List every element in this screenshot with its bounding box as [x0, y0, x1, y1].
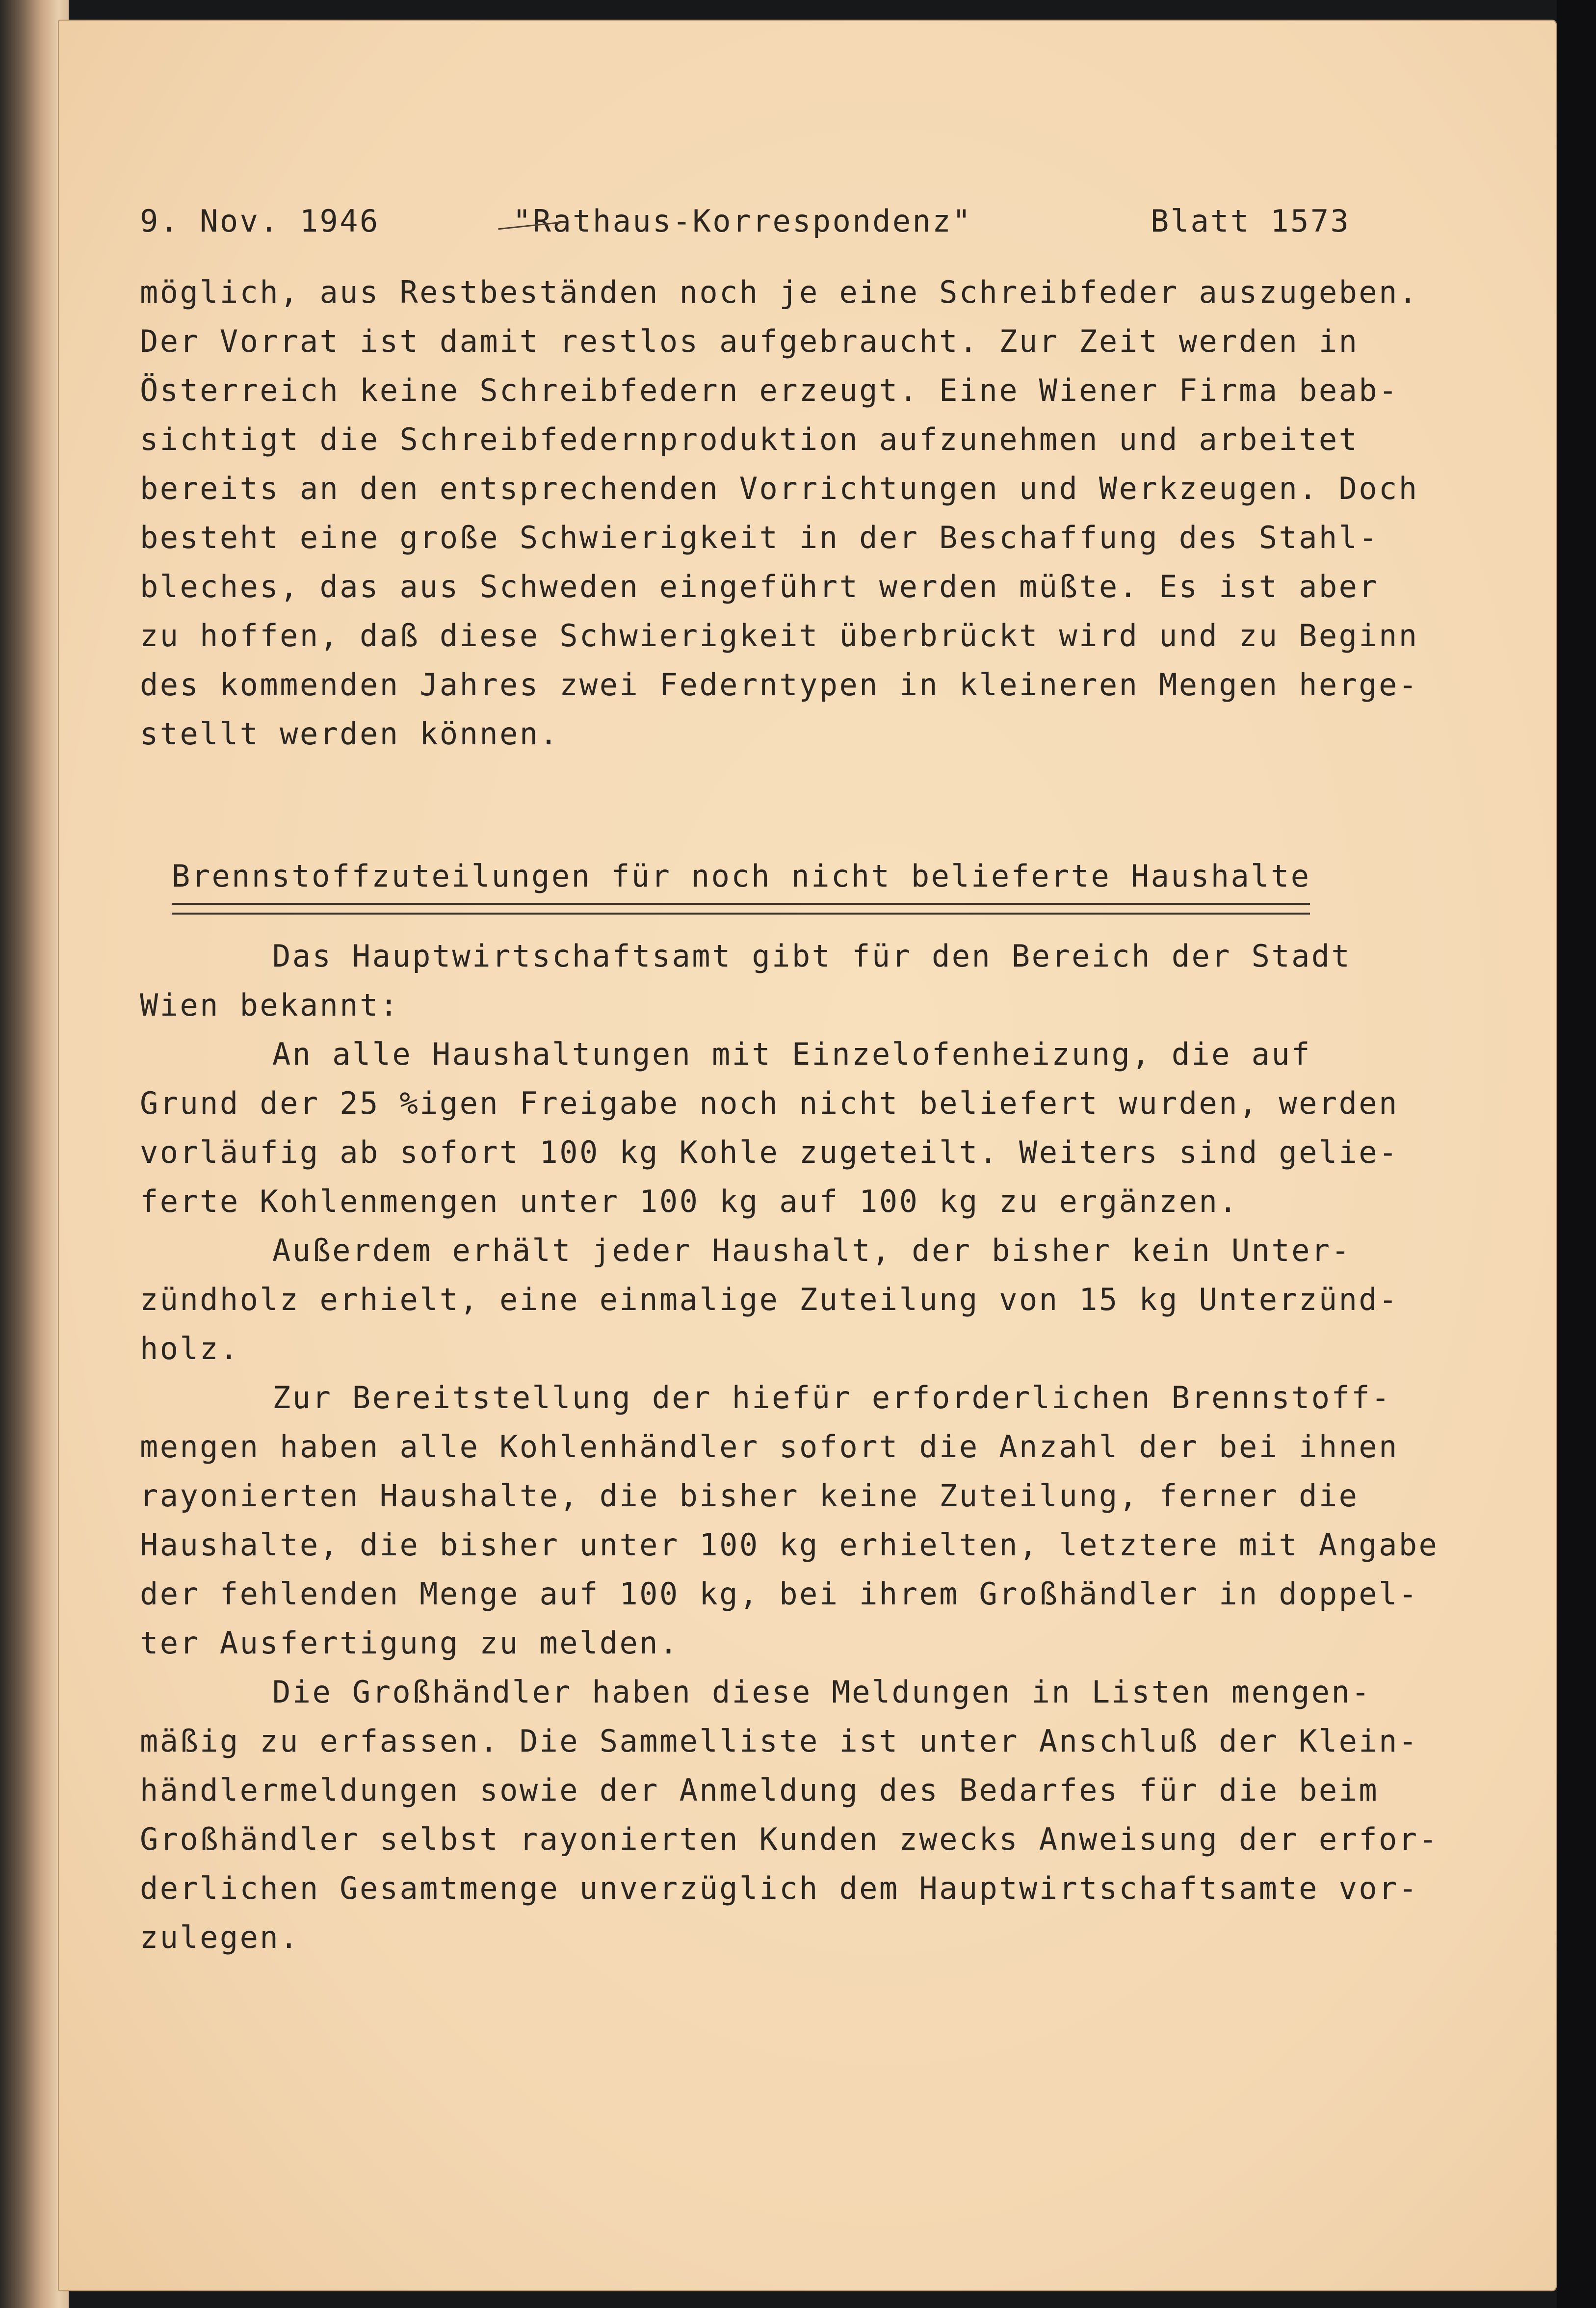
text-line: Haushalte, die bisher unter 100 kg erhielten, letztere mit Angabe — [140, 1527, 1439, 1563]
text-line: zu hoffen, daß diese Schwierigkeit überbrückt wird und zu Beginn — [140, 618, 1419, 654]
section-heading: Brennstoffzuteilungen für noch nicht belieferte Haushalte — [172, 858, 1311, 894]
text-line: Grund der 25 %igen Freigabe noch nicht beliefert wurden, werden — [140, 1085, 1399, 1121]
text-line: zulegen. — [140, 1919, 300, 1955]
text-line: Das Hauptwirtschaftsamt gibt für den Bereich der Stadt — [272, 938, 1352, 974]
text-line: bereits an den entsprechenden Vorrichtungen und Werkzeugen. Doch — [140, 471, 1419, 506]
header-date: 9. Nov. 1946 — [140, 203, 380, 239]
text-line: händlermeldungen sowie der Anmeldung des Bedarfes für die beim — [140, 1772, 1379, 1808]
text-line: möglich, aus Restbeständen noch je eine Schreibfeder auszugeben. — [140, 274, 1419, 310]
text-line: vorläufig ab sofort 100 kg Kohle zugeteilt. Weiters sind gelie- — [140, 1134, 1399, 1170]
text-line: An alle Haushaltungen mit Einzelofenheizung, die auf — [272, 1036, 1311, 1072]
text-line: zündholz erhielt, eine einmalige Zuteilung von 15 kg Unterzünd- — [140, 1282, 1399, 1317]
text-line: der fehlenden Menge auf 100 kg, bei ihrem Großhändler in doppel- — [140, 1576, 1419, 1612]
text-line: holz. — [140, 1331, 240, 1366]
text-line: sichtigt die Schreibfedernproduktion aufzunehmen und arbeitet — [140, 421, 1359, 457]
text-line: Der Vorrat ist damit restlos aufgebraucht. Zur Zeit werden in — [140, 323, 1359, 359]
text-line: Außerdem erhält jeder Haushalt, der bisher kein Unter- — [272, 1233, 1352, 1268]
text-line: Wien bekannt: — [140, 987, 400, 1023]
text-line: ferte Kohlenmengen unter 100 kg auf 100 kg zu ergänzen. — [140, 1183, 1239, 1219]
text-line: Zur Bereitstellung der hiefür erforderlichen Brennstoff- — [272, 1380, 1391, 1416]
text-line: des kommenden Jahres zwei Federntypen in kleineren Mengen herge- — [140, 667, 1419, 703]
scan-background — [1557, 0, 1596, 2308]
text-line: besteht eine große Schwierigkeit in der Beschaffung des Stahl- — [140, 520, 1379, 555]
text-line: derlichen Gesamtmenge unverzüglich dem Hauptwirtschaftsamte vor- — [140, 1870, 1419, 1906]
text-line: mäßig zu erfassen. Die Sammelliste ist unter Anschluß der Klein- — [140, 1723, 1419, 1759]
text-line: Die Großhändler haben diese Meldungen in Listen mengen- — [272, 1674, 1371, 1710]
header-title: "Rathaus-Korrespondenz" — [513, 203, 972, 239]
text-line: stellt werden können. — [140, 716, 560, 752]
text-line: rayonierten Haushalte, die bisher keine Zuteilung, ferner die — [140, 1478, 1359, 1514]
text-line: bleches, das aus Schweden eingeführt werden müßte. Es ist aber — [140, 569, 1379, 604]
text-line: mengen haben alle Kohlenhändler sofort die Anzahl der bei ihnen — [140, 1429, 1399, 1465]
text-line: Österreich keine Schreibfedern erzeugt. Eine Wiener Firma beab- — [140, 372, 1399, 408]
header-page-number: Blatt 1573 — [1151, 203, 1351, 239]
text-line: Großhändler selbst rayonierten Kunden zwecks Anweisung der erfor- — [140, 1821, 1439, 1857]
text-line: ter Ausfertigung zu melden. — [140, 1625, 680, 1661]
section-heading-underline — [172, 903, 1310, 915]
